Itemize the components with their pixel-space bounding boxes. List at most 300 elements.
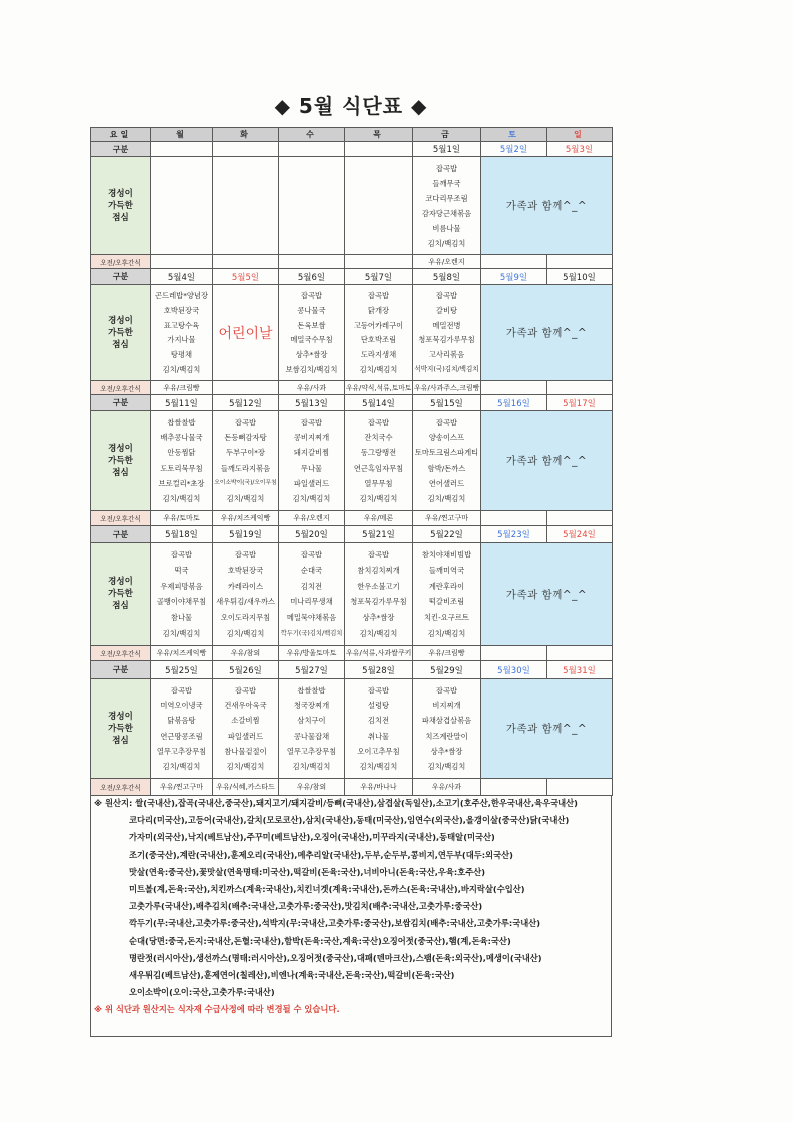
menu-item: 잡곡밥 bbox=[170, 550, 193, 560]
menu-item: 계란후라이 bbox=[428, 581, 465, 591]
menu-item: 연근흑임자무침 bbox=[353, 463, 404, 473]
snack-item: 우유/찐고구마 bbox=[160, 783, 203, 791]
date-cell-w4-fri: 5월22일 bbox=[413, 526, 481, 543]
menu-items bbox=[346, 680, 411, 778]
weekend-note-cell: 가족과 함께^_^ bbox=[481, 411, 613, 511]
origin-note-line bbox=[91, 829, 611, 846]
menu-item: 양송이스프 bbox=[428, 433, 465, 443]
menu-item: 잡곡밥 bbox=[435, 291, 458, 301]
origin-note-line bbox=[91, 915, 611, 932]
menu-items bbox=[214, 158, 277, 254]
menu-item: 표고탕수육 bbox=[163, 320, 200, 330]
menu-items bbox=[152, 412, 211, 510]
origin-note-text: 쌀(국내산),잡곡(국내산,중국산),돼지고기/돼지갈비/등뼈(국내산),삼겹살(독일산),소고기(호주산,한우국내산,육우국내산) bbox=[135, 798, 578, 808]
menu-item: 가지나물 bbox=[167, 335, 196, 345]
snack-cell-w5-mon bbox=[151, 779, 213, 796]
menu-item: 콩비지찌개 bbox=[293, 433, 330, 443]
snack-item: 우유/사과 bbox=[431, 783, 462, 791]
snack-row bbox=[91, 779, 613, 796]
snack-cell-w3-sat bbox=[481, 511, 547, 526]
row-label-gubun: 구분 bbox=[91, 395, 151, 411]
menu-items bbox=[280, 544, 343, 645]
menu-item: 김치/백김치 bbox=[226, 494, 265, 504]
row-label-lunch bbox=[91, 285, 151, 381]
origin-note-text: 코다리(미국산),고등어(국내산),갈치(모로코산),삼치(국내산),동태(미국산),임연수(외국산),올갱이살(중국산)닭(국내산) bbox=[129, 815, 570, 826]
menu-item: 탕평채 bbox=[170, 350, 193, 360]
date-cell-w5-thu: 5월28일 bbox=[345, 661, 413, 679]
menu-item: 설렁탕 bbox=[367, 701, 390, 711]
snack-item: 우유/바나나 bbox=[360, 783, 397, 791]
menu-item: 찹쌀찰밥 bbox=[167, 417, 196, 427]
menu-item: 한우소불고기 bbox=[357, 581, 400, 591]
snack-item: 우유/토마토 bbox=[163, 514, 200, 522]
snack-item: 우유/크림빵 bbox=[163, 383, 200, 392]
lunch-cell-w3-fri bbox=[413, 411, 481, 511]
menu-item: 상추*쌈장 bbox=[430, 746, 463, 756]
menu-item: 단호박조림 bbox=[360, 335, 397, 345]
origin-note-text: 깍두기(무:국내산,고춧가루:중국산),석박지(무:국내산,고춧가루:중국산),보쌈김치(배추:국내산,고춧가루:국내산) bbox=[129, 918, 541, 929]
lunch-row bbox=[91, 411, 613, 511]
menu-item: 참나물겉절이 bbox=[224, 746, 267, 756]
menu-items bbox=[346, 544, 411, 645]
weekend-note-cell: 가족과 함께^_^ bbox=[481, 679, 613, 779]
date-cell-w1-sun: 5월3일 bbox=[547, 142, 613, 157]
snack-cell-w2-thu bbox=[345, 381, 413, 395]
row-label-line: 경성이 bbox=[108, 577, 133, 587]
snack-item: 우유/식혜,카스타드 bbox=[216, 783, 275, 791]
menu-item: 잡곡밥 bbox=[367, 417, 390, 427]
row-label-line: 점심 bbox=[112, 467, 129, 478]
origin-note-line bbox=[91, 795, 611, 812]
menu-item: 콩나물잡채 bbox=[293, 731, 330, 741]
snack-item: 우유/석류,사과쌀쿠키 bbox=[346, 649, 412, 657]
menu-items bbox=[346, 158, 411, 254]
menu-item: 잡곡밥 bbox=[435, 163, 458, 173]
menu-item: 김치/백김치 bbox=[359, 628, 398, 638]
snack-cell-w3-tue bbox=[213, 511, 279, 526]
origin-note-text: 오이소박이(오이:국산,고춧가루:국내산) bbox=[129, 987, 275, 998]
weekend-note-cell: 가족과 함께^_^ bbox=[481, 285, 613, 381]
snack-item: 우유/오렌지 bbox=[293, 514, 330, 522]
snack-cell-w2-fri bbox=[413, 381, 481, 395]
snack-cell-w3-thu bbox=[345, 511, 413, 526]
lunch-cell-w1-tue bbox=[213, 157, 279, 255]
menu-items bbox=[414, 680, 479, 778]
row-label-lunch bbox=[91, 543, 151, 646]
date-cell-w4-mon: 5월18일 bbox=[151, 526, 213, 543]
row-label-snack: 오전/오후간식 bbox=[91, 511, 151, 526]
menu-item: 감자당근채볶음 bbox=[421, 208, 472, 218]
menu-items bbox=[152, 544, 211, 645]
lunch-cell-w3-tue bbox=[213, 411, 279, 511]
snack-item: 우유/치즈케익빵 bbox=[220, 514, 271, 522]
lunch-row bbox=[91, 543, 613, 646]
lunch-cell-w5-tue bbox=[213, 679, 279, 779]
menu-item: 잡곡밥 bbox=[234, 685, 257, 695]
menu-item: 잡곡밥 bbox=[367, 291, 390, 301]
snack-cell-w1-fri bbox=[413, 255, 481, 269]
origin-note-line bbox=[91, 864, 611, 881]
date-cell-w2-mon: 5월4일 bbox=[151, 269, 213, 285]
menu-items bbox=[346, 286, 411, 380]
menu-item: 보쌈김치/백김치 bbox=[285, 364, 338, 374]
row-label-gubun: 구분 bbox=[91, 661, 151, 679]
menu-item: 고등어카레구이 bbox=[353, 320, 404, 330]
lunch-cell-w4-mon bbox=[151, 543, 213, 646]
row-label-lunch bbox=[91, 411, 151, 511]
lunch-cell-w2-tue bbox=[213, 285, 279, 381]
menu-item: 잔치국수 bbox=[364, 433, 393, 443]
menu-item: 오이소박이(국)/오이무침 bbox=[214, 479, 277, 486]
header-cell-sun: 일 bbox=[547, 128, 613, 142]
lunch-cell-w2-wed bbox=[279, 285, 345, 381]
header-cell-mon: 월 bbox=[151, 128, 213, 142]
row-label-line: 경성이 bbox=[108, 443, 133, 454]
menu-item: 우제피망볶음 bbox=[160, 581, 203, 591]
date-cell-w4-sun: 5월24일 bbox=[547, 526, 613, 543]
snack-cell-w2-sat bbox=[481, 381, 547, 395]
holiday-label: 어린이날 bbox=[218, 325, 273, 342]
menu-item: 도토리묵무침 bbox=[160, 463, 203, 473]
menu-item: 호박된장국 bbox=[227, 565, 264, 575]
row-label-snack: 오전/오후간식 bbox=[91, 381, 151, 395]
menu-items bbox=[414, 544, 479, 645]
snack-row bbox=[91, 511, 613, 526]
date-cell-w3-tue: 5월12일 bbox=[213, 395, 279, 411]
menu-item: 청포묵김가루무침 bbox=[350, 597, 407, 607]
header-cell-sat: 토 bbox=[481, 128, 547, 142]
lunch-cell-w4-fri bbox=[413, 543, 481, 646]
origin-heading: ※ 원산지: bbox=[94, 798, 136, 808]
menu-item: 토마토크림스파게티 bbox=[414, 448, 479, 458]
snack-cell-w1-wed bbox=[279, 255, 345, 269]
menu-item: 함박/돈까스 bbox=[427, 463, 466, 473]
snack-cell-w5-sun bbox=[547, 779, 613, 796]
row-label-gubun: 구분 bbox=[91, 269, 151, 285]
snack-item: 우유/참외 bbox=[230, 649, 261, 657]
date-row bbox=[91, 395, 613, 411]
lunch-cell-w3-mon bbox=[151, 411, 213, 511]
menu-item: 김치/백김치 bbox=[162, 494, 201, 504]
origin-note-line bbox=[91, 812, 611, 829]
weekend-note-cell: 가족과 함께^_^ bbox=[481, 157, 613, 255]
date-cell-w1-tue bbox=[213, 142, 279, 157]
menu-item: 떡국 bbox=[174, 565, 189, 575]
date-cell-w1-sat: 5월2일 bbox=[481, 142, 547, 157]
menu-item: 파채삼겹살볶음 bbox=[421, 716, 472, 726]
menu-item: 닭개장 bbox=[367, 305, 390, 315]
date-cell-w5-sun: 5월31일 bbox=[547, 661, 613, 679]
menu-item: 두부구이*장 bbox=[226, 448, 265, 458]
menu-item: 돈육보쌈 bbox=[297, 320, 326, 330]
lunch-cell-w5-thu bbox=[345, 679, 413, 779]
menu-item: 김치/백김치 bbox=[359, 762, 398, 772]
menu-item: 메밀묵야채볶음 bbox=[286, 613, 337, 623]
menu-item: 상추*쌈장 bbox=[362, 613, 395, 623]
menu-item: 김치/백김치 bbox=[427, 762, 466, 772]
menu-item: 곤드레밥*양념장 bbox=[155, 291, 208, 301]
snack-item: 우유/사과주스,크림빵 bbox=[414, 383, 480, 392]
menu-item: 파일샐러드 bbox=[227, 731, 264, 741]
snack-cell-w3-mon bbox=[151, 511, 213, 526]
menu-item: 메밀전병 bbox=[432, 320, 461, 330]
menu-item: 열무고추장무침 bbox=[156, 746, 207, 756]
menu-item: 고사리볶음 bbox=[428, 350, 465, 360]
menu-item: 김치/백김치 bbox=[292, 762, 331, 772]
menu-items bbox=[214, 544, 277, 645]
snack-item: 우유/오렌지 bbox=[428, 257, 465, 266]
snack-cell-w1-thu bbox=[345, 255, 413, 269]
row-label-line: 경성이 bbox=[108, 315, 133, 326]
lunch-cell-w1-fri bbox=[413, 157, 481, 255]
menu-item: 미역오이냉국 bbox=[160, 701, 203, 711]
lunch-cell-w5-mon bbox=[151, 679, 213, 779]
snack-item: 우유/크림빵 bbox=[428, 649, 465, 657]
menu-item: 잡곡밥 bbox=[300, 550, 323, 560]
header-cell-fri: 금 bbox=[413, 128, 481, 142]
menu-item: 잡곡밥 bbox=[367, 550, 390, 560]
menu-item: 잡곡밥 bbox=[170, 685, 193, 695]
menu-item: 브로컬리*초장 bbox=[158, 478, 205, 488]
origin-note-text: 미트볼(계,돈육:국산),치킨까스(계육:국내산),치킨너겟(계육:국내산),돈까스(돈육:국내산),바지락살(수입산) bbox=[129, 884, 525, 895]
lunch-cell-w1-mon bbox=[151, 157, 213, 255]
menu-item: 삼치구이 bbox=[297, 716, 326, 726]
date-cell-w3-sun: 5월17일 bbox=[547, 395, 613, 411]
date-cell-w3-sat: 5월16일 bbox=[481, 395, 547, 411]
lunch-cell-w4-thu bbox=[345, 543, 413, 646]
row-label-line: 점심 bbox=[112, 735, 129, 746]
snack-cell-w1-mon bbox=[151, 255, 213, 269]
menu-items bbox=[414, 412, 479, 510]
row-label-line: 점심 bbox=[112, 212, 129, 223]
date-row bbox=[91, 661, 613, 679]
menu-item: 동그랑땡전 bbox=[360, 448, 397, 458]
header-cell-tue: 화 bbox=[213, 128, 279, 142]
change-warning: ※ 위 식단과 원산지는 식자재 수급사정에 따라 변경될 수 있습니다. bbox=[94, 1004, 340, 1015]
menu-items bbox=[280, 158, 343, 254]
menu-item: 갈비탕 bbox=[435, 305, 458, 315]
origin-note-line bbox=[91, 898, 611, 915]
menu-item: 오이고추무침 bbox=[357, 746, 400, 756]
snack-row bbox=[91, 381, 613, 395]
menu-item: 순대국 bbox=[300, 565, 323, 575]
origin-note-text: 새우튀김(베트남산),훈제연어(칠레산),비엔나(계육:국내산,돈육:국산),떡갈비(돈육:국산) bbox=[129, 970, 455, 981]
date-cell-w4-sat: 5월23일 bbox=[481, 526, 547, 543]
menu-item: 열무고추장무침 bbox=[286, 746, 337, 756]
menu-item: 들깨미역국 bbox=[428, 565, 465, 575]
origin-note-text: 명란젓(러시아산),생선까스(명태:러시아산),오징어젓(중국산),대패(덴마크산),스팸(돈육:외국산),메생이(국내산) bbox=[129, 952, 542, 963]
row-label-snack: 오전/오후간식 bbox=[91, 255, 151, 269]
menu-item: 도라지생채 bbox=[360, 350, 397, 360]
origin-note-line bbox=[91, 967, 611, 984]
snack-cell-w5-sat bbox=[481, 779, 547, 796]
lunch-cell-w5-wed bbox=[279, 679, 345, 779]
menu-item: 김치/백김치 bbox=[427, 628, 466, 638]
menu-items bbox=[414, 286, 479, 380]
menu-item: 치즈계란말이 bbox=[425, 731, 468, 741]
menu-item: 카레라이스 bbox=[227, 581, 264, 591]
date-row bbox=[91, 526, 613, 543]
menu-item: 김치/백김치 bbox=[162, 364, 201, 374]
snack-cell-w3-wed bbox=[279, 511, 345, 526]
snack-item: 우유/메론 bbox=[363, 514, 394, 522]
menu-item: 찹쌀찰밥 bbox=[297, 685, 326, 695]
menu-item: 닭볶음탕 bbox=[167, 716, 196, 726]
header-row bbox=[91, 128, 613, 142]
menu-item: 돈등뼈감자탕 bbox=[224, 433, 267, 443]
snack-cell-w4-sat bbox=[481, 646, 547, 661]
menu-item: 잡곡밥 bbox=[435, 417, 458, 427]
menu-items bbox=[414, 158, 479, 254]
lunch-cell-w2-fri bbox=[413, 285, 481, 381]
snack-cell-w4-thu bbox=[345, 646, 413, 661]
menu-item: 오이도라지무침 bbox=[220, 613, 271, 623]
date-row bbox=[91, 269, 613, 285]
menu-item: 코다리무조림 bbox=[425, 193, 468, 203]
snack-cell-w5-fri bbox=[413, 779, 481, 796]
row-label-lunch bbox=[91, 157, 151, 255]
date-row bbox=[91, 142, 613, 157]
origin-note-text: 고춧가루(국내산),배추김치(배추:국내산,고춧가루:중국산),맛김치(배추:국내산,고춧가루:중국산) bbox=[129, 901, 483, 912]
snack-cell-w1-sun bbox=[547, 255, 613, 269]
menu-item: 들깨무국 bbox=[432, 178, 461, 188]
header-cell-wed: 수 bbox=[279, 128, 345, 142]
lunch-row bbox=[91, 679, 613, 779]
menu-items bbox=[214, 680, 277, 778]
row-label-line: 점심 bbox=[112, 601, 129, 611]
menu-item: 깍두기(국)김치/백김치 bbox=[280, 629, 343, 637]
menu-item: 참치야채비빔밥 bbox=[421, 550, 472, 560]
menu-items bbox=[280, 412, 343, 510]
lunch-row bbox=[91, 157, 613, 255]
date-cell-w1-thu bbox=[345, 142, 413, 157]
date-cell-w2-sun: 5월10일 bbox=[547, 269, 613, 285]
menu-item: 떡갈비조림 bbox=[428, 597, 465, 607]
origin-note-text: 맛살(연육:중국산),꽃맛살(연육명태:미국산),떡갈비(돈육:국산),너비아니(돈육:국산,우육:호주산) bbox=[129, 866, 486, 877]
snack-cell-w4-mon bbox=[151, 646, 213, 661]
menu-item: 청국장찌개 bbox=[293, 701, 330, 711]
menu-item: 호박된장국 bbox=[163, 305, 200, 315]
menu-item: 김치/백김치 bbox=[427, 238, 466, 248]
row-label-gubun: 구분 bbox=[91, 526, 151, 543]
lunch-cell-w2-thu bbox=[345, 285, 413, 381]
snack-cell-w5-thu bbox=[345, 779, 413, 796]
date-cell-w4-wed: 5월20일 bbox=[279, 526, 345, 543]
row-label-snack: 오전/오후간식 bbox=[91, 779, 151, 796]
date-cell-w3-fri: 5월15일 bbox=[413, 395, 481, 411]
menu-item: 치킨-요구르트 bbox=[424, 613, 469, 623]
date-cell-w3-wed: 5월13일 bbox=[279, 395, 345, 411]
origin-note-line bbox=[91, 847, 611, 864]
menu-item: 김치/백김치 bbox=[162, 628, 201, 638]
row-label-snack: 오전/오후간식 bbox=[91, 646, 151, 661]
menu-item: 안동찜닭 bbox=[167, 448, 196, 458]
row-label-line: 경성이 bbox=[108, 188, 133, 199]
menu-item: 잡곡밥 bbox=[300, 417, 323, 427]
snack-cell-w2-mon bbox=[151, 381, 213, 395]
lunch-cell-w1-wed bbox=[279, 157, 345, 255]
menu-item: 참나물 bbox=[170, 613, 193, 623]
row-label-line: 점심 bbox=[112, 339, 129, 350]
menu-item: 잡곡밥 bbox=[234, 550, 257, 560]
page-title: ◆ 5월 식단표 ◆ bbox=[274, 94, 428, 118]
row-label-lunch bbox=[91, 679, 151, 779]
date-cell-w5-tue: 5월26일 bbox=[213, 661, 279, 679]
menu-item: 김치/백김치 bbox=[226, 762, 265, 772]
row-label-line: 가득한 bbox=[108, 327, 133, 338]
menu-items bbox=[152, 158, 211, 254]
snack-cell-w4-tue bbox=[213, 646, 279, 661]
menu-item: 들깨도라지볶음 bbox=[220, 463, 271, 473]
row-label-line: 가득한 bbox=[108, 589, 133, 599]
date-cell-w4-thu: 5월21일 bbox=[345, 526, 413, 543]
menu-item: 김치/백김치 bbox=[162, 762, 201, 772]
menu-item: 무나물 bbox=[300, 463, 323, 473]
menu-item: 건새우아욱국 bbox=[224, 701, 267, 711]
menu-item: 잡곡밥 bbox=[300, 291, 323, 301]
snack-cell-w2-sun bbox=[547, 381, 613, 395]
row-label-line: 가득한 bbox=[108, 200, 133, 211]
origin-note-text: 가자미(외국산),낙지(베트남산),주꾸미(베트남산),오징어(국내산),미꾸라지(국내산),동태알(미국산) bbox=[129, 832, 495, 843]
lunch-cell-w3-thu bbox=[345, 411, 413, 511]
menu-item: 미나리무생채 bbox=[290, 597, 333, 607]
date-cell-w4-tue: 5월19일 bbox=[213, 526, 279, 543]
menu-item: 참치김치찌개 bbox=[357, 565, 400, 575]
origin-notes bbox=[90, 795, 612, 1037]
row-label-gubun: 구분 bbox=[91, 142, 151, 157]
menu-item: 비지찌개 bbox=[432, 701, 461, 711]
date-cell-w1-mon bbox=[151, 142, 213, 157]
date-cell-w5-sat: 5월30일 bbox=[481, 661, 547, 679]
menu-items bbox=[280, 680, 343, 778]
menu-item: 청포묵김가루무침 bbox=[418, 335, 475, 345]
menu-item: 잡곡밥 bbox=[435, 685, 458, 695]
menu-item: 연근땅콩조림 bbox=[160, 731, 203, 741]
lunch-cell-w1-thu bbox=[345, 157, 413, 255]
menu-item: 김치/백김치 bbox=[359, 494, 398, 504]
menu-item: 김치/백김치 bbox=[427, 494, 466, 504]
origin-note-line bbox=[91, 881, 611, 898]
menu-item: 김치/백김치 bbox=[359, 364, 398, 374]
date-cell-w5-mon: 5월25일 bbox=[151, 661, 213, 679]
snack-cell-w4-sun bbox=[547, 646, 613, 661]
weekend-note-cell: 가족과 함께^_^ bbox=[481, 543, 613, 646]
row-label-line: 경성이 bbox=[108, 711, 133, 722]
menu-item: 석박지(국)김치/백김치 bbox=[414, 364, 479, 373]
snack-row bbox=[91, 255, 613, 269]
menu-item: 김치/백김치 bbox=[226, 628, 265, 638]
menu-item: 콩나물국 bbox=[297, 305, 326, 315]
snack-cell-w4-fri bbox=[413, 646, 481, 661]
snack-cell-w1-sat bbox=[481, 255, 547, 269]
menu-item: 소갈비찜 bbox=[231, 716, 260, 726]
snack-item: 우유/찐고구마 bbox=[425, 514, 468, 522]
date-cell-w2-thu: 5월7일 bbox=[345, 269, 413, 285]
row-label-line: 가득한 bbox=[108, 723, 133, 734]
menu-items bbox=[152, 680, 211, 778]
lunch-cell-w2-mon bbox=[151, 285, 213, 381]
header-cell-label: 요일 bbox=[91, 128, 151, 142]
menu-item: 김치전 bbox=[367, 716, 390, 726]
menu-item: 잡곡밥 bbox=[367, 685, 390, 695]
snack-item: 우유/치즈케익빵 bbox=[156, 649, 207, 657]
origin-note-line bbox=[91, 950, 611, 967]
menu-item: 연어샐러드 bbox=[428, 478, 465, 488]
date-cell-w3-mon: 5월11일 bbox=[151, 395, 213, 411]
lunch-cell-w3-wed bbox=[279, 411, 345, 511]
lunch-row bbox=[91, 285, 613, 381]
row-label-line: 가득한 bbox=[108, 455, 133, 466]
